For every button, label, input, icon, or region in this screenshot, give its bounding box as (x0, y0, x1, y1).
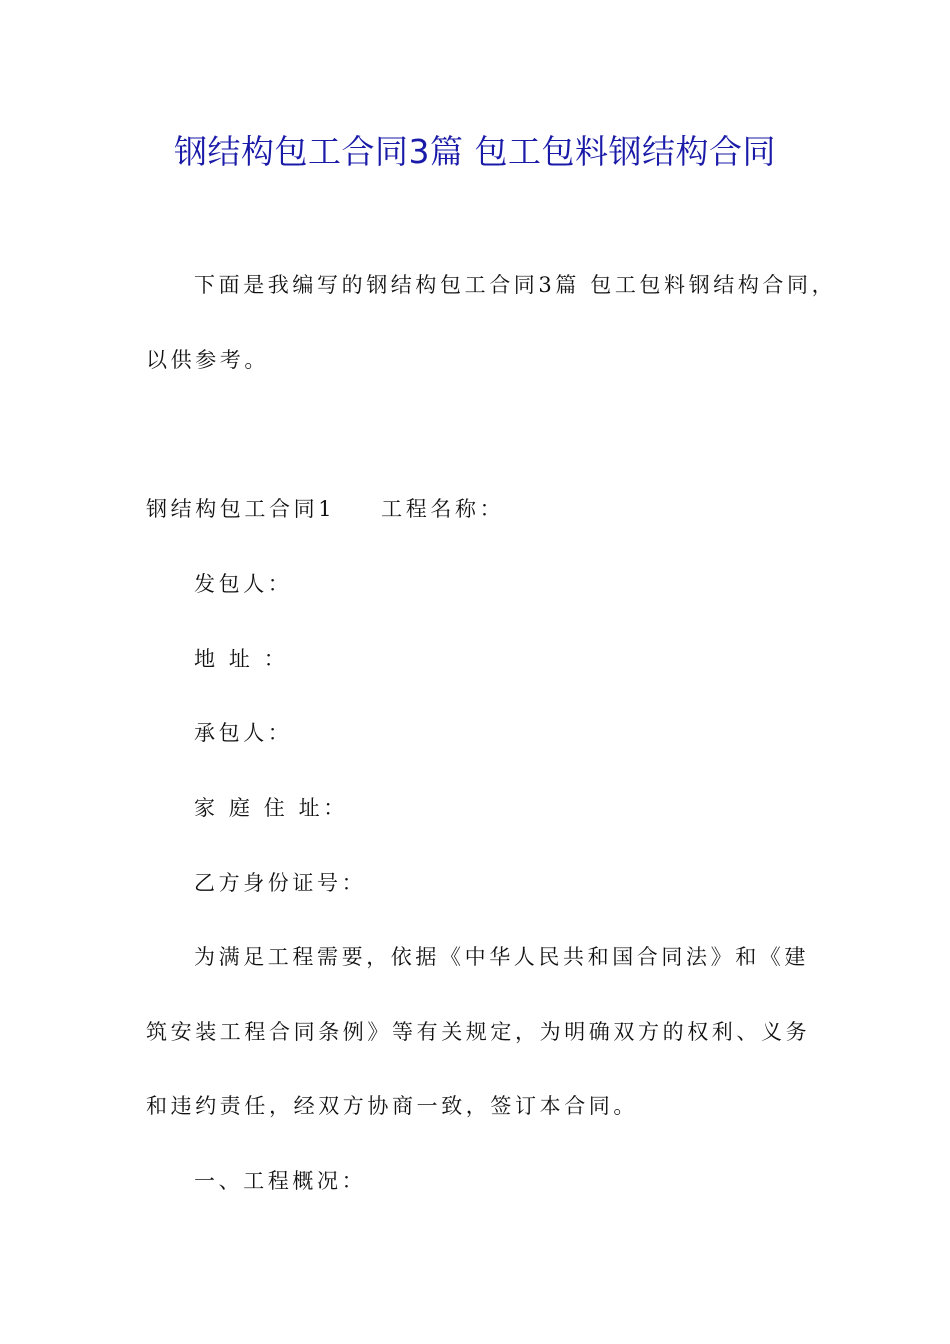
home-address-label: 家 庭 住 址： (194, 796, 348, 820)
page-title: 钢结构包工合同3篇 包工包料钢结构合同 (174, 132, 776, 171)
contract-heading-row (146, 494, 504, 524)
paragraph-line-1: 为满足工程需要，依据《中华人民共和国合同法》和《建 (194, 945, 809, 969)
intro-line-2: 以供参考。 (146, 348, 269, 372)
address-label: 地 址 ： (194, 647, 289, 671)
project-name-label: 工程名称： (381, 497, 505, 521)
intro-line-1: 下面是我编写的钢结构包工合同3篇 包工包料钢结构合同， (194, 273, 837, 297)
contractor-label: 承包人： (194, 721, 293, 745)
paragraph-line-2: 筑安装工程合同条例》等有关规定，为明确双方的权利、义务 (146, 1020, 811, 1044)
id-number-label: 乙方身份证号： (194, 871, 367, 895)
paragraph-line-3: 和违约责任，经双方协商一致，签订本合同。 (146, 1094, 638, 1118)
section-1-heading: 一、工程概况： (194, 1169, 367, 1193)
employer-label: 发包人： (194, 572, 293, 596)
contract-heading: 钢结构包工合同1 (146, 497, 336, 521)
